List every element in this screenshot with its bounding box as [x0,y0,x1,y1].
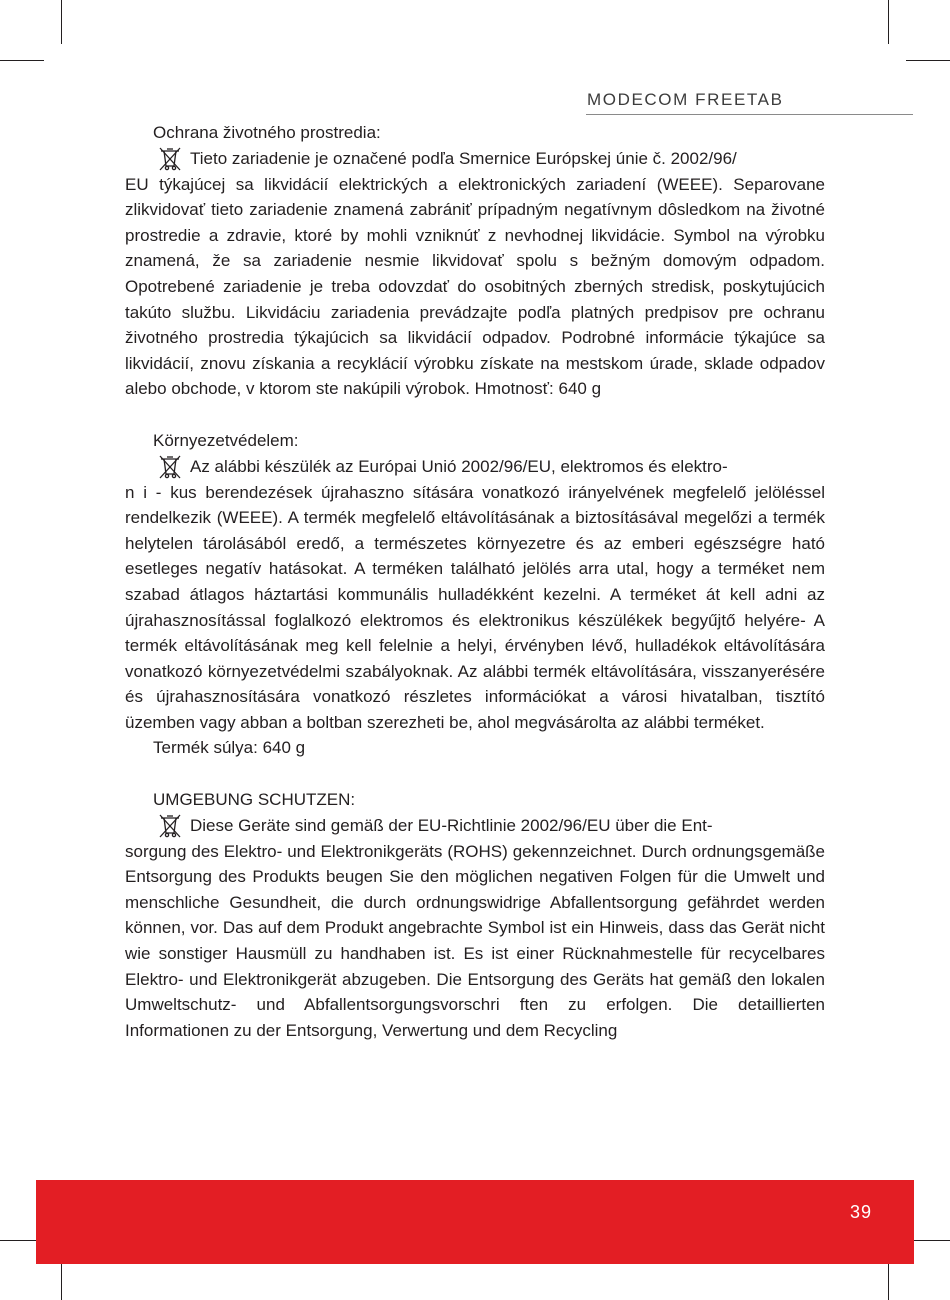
paragraph-first-line [125,146,825,172]
section-heading: Ochrana životného prostredia: [153,123,381,142]
spacer [125,402,825,428]
paragraph-first-line-text: Diese Geräte sind gemäß der EU-Richtlinie 2002/96/EU über die Ent- [190,815,713,835]
crossed-out-wheelie-bin-icon [157,454,183,480]
paragraph-text: sorgung des Elektro- und Elektronikgeräts (ROHS) gekennzeichnet. Durch ordnungsgemäße Entsorgung des Produkts beugen Sie den möglichen negativen Folgen für die Umwelt und menschliche Gesundheit, die durch ordnungswidrige Abfallentsorgung gefährdet werden können, vor. Das auf dem Produkt angebrachte Symbol ist ein Hinweis, dass das Gerät nicht wie sonstiger Hausmüll zu handhaben ist. Es ist einer Rücknahmestelle für recycelbares Elektro- und Elektronikgerät abzugeben. Die Entsorgung des Geräts hat gemäß den lokalen Umweltschutz- und Abfallentsorgungsvorschri ften zu erfolgen. Die detaillierten Informationen zu der Entsorgung, Verwertung und dem Recycling [125,841,825,1040]
paragraph-first-line [125,813,825,839]
section-paragraph [125,146,825,402]
crop-mark [888,1258,889,1300]
running-header-title: MODECOM FREETAB [587,90,784,109]
paragraph-text: týkajúcej sa likvidácií elektrických a elektronických zariadení (WEEE). Separovane zlikvidovať tieto zariadenie znamená zabrániť prípadným negatívnym dôsledkom na životné prostredie a zdravie, ktoré by mohli vzniknúť z nevhodnej likvidácie. Symbol na výrobku znamená, že sa zariadenie nesmie likvidovať spolu s bežným domovým odpadom. Opotrebené zariadenie je treba odovzdať do osobitných zberných stredisk, poskytujúcich takúto službu. Likvidáciu zariadenia prevádzajte podľa platných predpisov pre ochranu životného prostredia týkajúcich sa likvidácií odpadov. Podrobné informácie týkajúce sa likvidácií, znovu získania a recyklácií výrobku získate na mestskom úrade, sklade odpadov alebo obchode, v ktorom ste nakúpili výrobok. Hmotnosť: 640 g [125,174,825,399]
spacer [125,761,825,787]
page-number: 39 [849,1202,872,1222]
paragraph-first-line-text: Tieto zariadenie je označené podľa Smernice Európskej únie č. 2002/96/ [190,148,737,168]
section-paragraph [125,454,825,736]
section-heading: UMGEBUNG SCHUTZEN: [153,790,356,810]
crossed-out-wheelie-bin-icon [157,813,183,839]
section-paragraph [125,813,825,1044]
crop-mark [61,1258,62,1300]
crop-mark [906,60,950,61]
section-heading: Környezetvédelem: [153,430,299,450]
product-weight: Termék súlya: 640 g [153,738,306,758]
paragraph-first-line [125,454,825,480]
crop-mark [888,0,889,44]
crop-mark [61,0,62,44]
paragraph-text: kus berendezések újrahaszno sítására vonatkozó irányelvének megfelelő jelöléssel rendelkezik (WEEE). A termék megfelelő eltávolításának a biztosításával megelőzi a termék helytelen tárolásából eredő, a természetes környezetre és az emberi egészségre ható esetleges negatív hatásokat. A terméken található jelölés arra utal, hogy a terméket nem szabad átlagos háztartási kommunális hulladékként kezelni. A terméket át kell adni az újrahasznosítással foglalkozó elektromos és elektronikus készülékek begyűjtő helyére- A termék eltávolításának meg kell felelnie a helyi, érvényben lévő, hulladékok eltávolítására vonatkozó környezetvédelmi szabályoknak. Az alábbi termék eltávolítására, visszanyerésére és újrahasznosítására vonatkozó részletes információkat a városi hivatalban, tisztító üzemben vagy abban a boltban szerezheti be, ahol megvásárolta az alábbi terméket. [125,482,825,732]
paragraph-first-line-text: Az alábbi készülék az Európai Unió 2002/96/EU, elektromos és elektro- [190,456,728,476]
line-prefix-text: n i - [125,482,162,502]
crossed-out-wheelie-bin-icon [157,146,183,172]
footer-band [36,1180,914,1264]
page-body [125,120,825,1043]
line-prefix-text: EU [125,174,149,194]
crop-mark [0,60,44,61]
header-rule [586,114,913,115]
